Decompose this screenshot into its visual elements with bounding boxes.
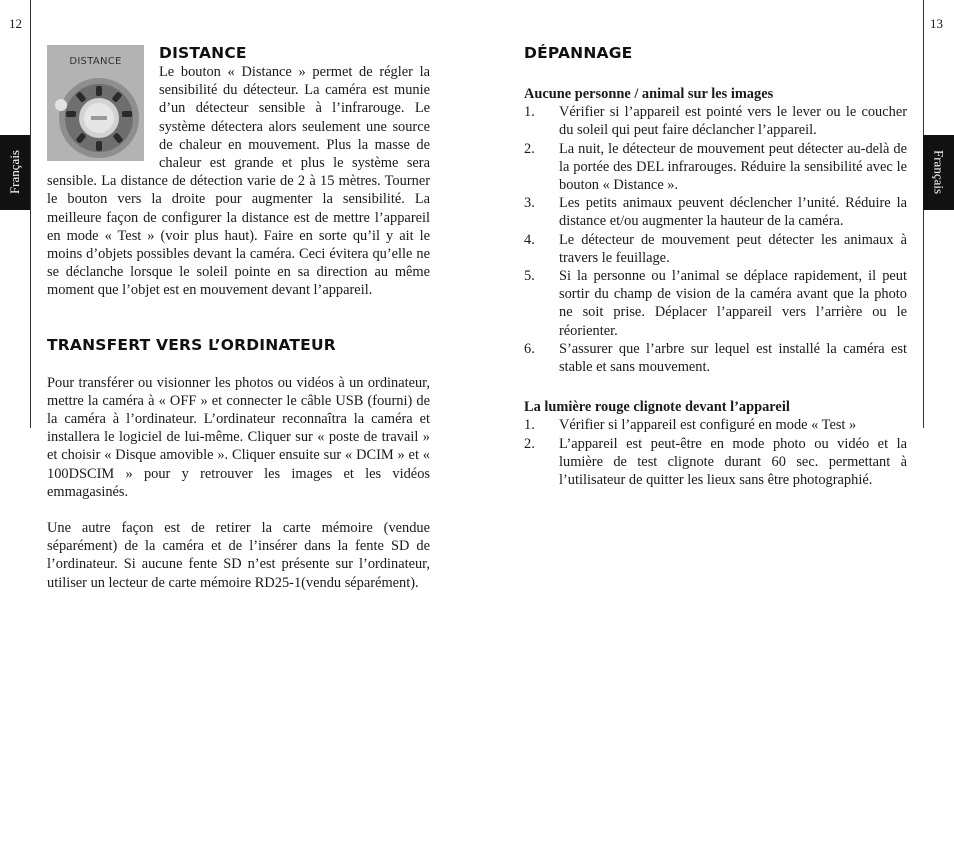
page-number-right: 13 [930, 16, 943, 31]
left-column [47, 43, 430, 592]
troubleshooting-heading: DÉPANNAGE [524, 44, 633, 62]
red-light-title: La lumière rouge clignote devant l’appareil [524, 399, 790, 416]
distance-body: Le bouton « Distance » permet de régler la sensibilité du détecteur. La caméra est munie d’un détecteur sensible à l’infrarouge. Le système détectera alors seulement une source de chaleur en mouvement. Plus la masse de chaleur est grande et plus le système sera sensible. La distance de détection varie de 2 à 15 mètres. Tourner le bouton vers la droite pour augmenter la sensibilité. La meilleure façon de configurer la distance est de mettre l’appareil en mode « Test » (voir plus haut). Faire en sorte qu’il y ait le moins d’objets possibles devant la caméra. Ceci évitera qu’elle ne se déclanche lorsque le soleil pointe en sa direction au même moment que l’objet est en mouvement devant l’appareil. [47, 64, 430, 299]
language-tab-right-label: Français [931, 150, 947, 195]
distance-section [47, 43, 430, 300]
distance-knob-photo [47, 45, 144, 161]
language-tab-left-label: Français [7, 150, 22, 195]
no-subject-title: Aucune personne / animal sur les images [524, 86, 774, 102]
language-tab-right [923, 135, 954, 210]
list-item: 1. Vérifier si l’appareil est configuré en mode « Test » [524, 417, 857, 434]
distance-heading: DISTANCE [159, 44, 247, 62]
list-item: 2. L’appareil est peut-être en mode photo ou vidéo et la lumière de test clignote durant 60 sec. permettant à l’utilisateur de quitter les lieux sans être photographié. [524, 435, 907, 489]
list-item: 6. S’assurer que l’arbre sur lequel est installé la caméra est stable et sans mouvement. [524, 340, 907, 376]
list-item: 5. Si la personne ou l’animal se déplace rapidement, il peut sortir du champ de vision de la caméra avant que la photo ne soit prise. Déplacer l’appareil vers l’arrière ou le réorienter. [524, 268, 907, 339]
list-item: 3. Les petits animaux peuvent déclencher l’unité. Réduire la distance et/ou augmenter la hauteur de la caméra. [524, 195, 907, 230]
red-light-list [524, 416, 907, 489]
list-item: 2. La nuit, le détecteur de mouvement peut détecter au-delà de la portée des DEL infrarouges. Réduire la sensibilité avec le bouton « Distance ». [524, 140, 907, 194]
margin-rule-right [923, 0, 924, 428]
list-item: 1. Vérifier si l’appareil est pointé vers le lever ou le coucher du soleil qui peut faire déclancher l’appareil. [524, 104, 907, 139]
transfer-section [47, 335, 430, 592]
no-subject-list [524, 103, 907, 376]
transfer-para-2: Une autre façon est de retirer la carte mémoire (vendue séparément) de la caméra et de l’insérer dans la fente SD de l’ordinateur. Si aucune fente SD n’est présente sur l’ordinateur, utiliser un lecteur de carte mémoire RD25-1(vendu séparément). [47, 520, 430, 591]
language-tab-left [0, 135, 30, 210]
margin-rule-left [30, 0, 31, 428]
page-number-left: 12 [9, 16, 22, 31]
distance-photo-label: DISTANCE [69, 56, 122, 67]
transfer-para-1: Pour transférer ou visionner les photos ou vidéos à un ordinateur, mettre la caméra à « OFF » et connecter le câble USB (fourni) de la caméra à l’ordinateur. L’ordinateur reconnaîtra la caméra et installera le logiciel de lui-même. Cliquer sur « poste de travail » et choisir « Disque amovible ». Cliquer ensuite sur « DCIM » et « 100DSCIM » pour y retrouver les images et les vidéos emmagasinés. [47, 374, 430, 500]
transfer-heading: TRANSFERT VERS L’ORDINATEUR [47, 335, 336, 354]
right-column [524, 43, 907, 489]
list-item: 4. Le détecteur de mouvement peut détecter les animaux à travers le feuillage. [524, 231, 907, 266]
